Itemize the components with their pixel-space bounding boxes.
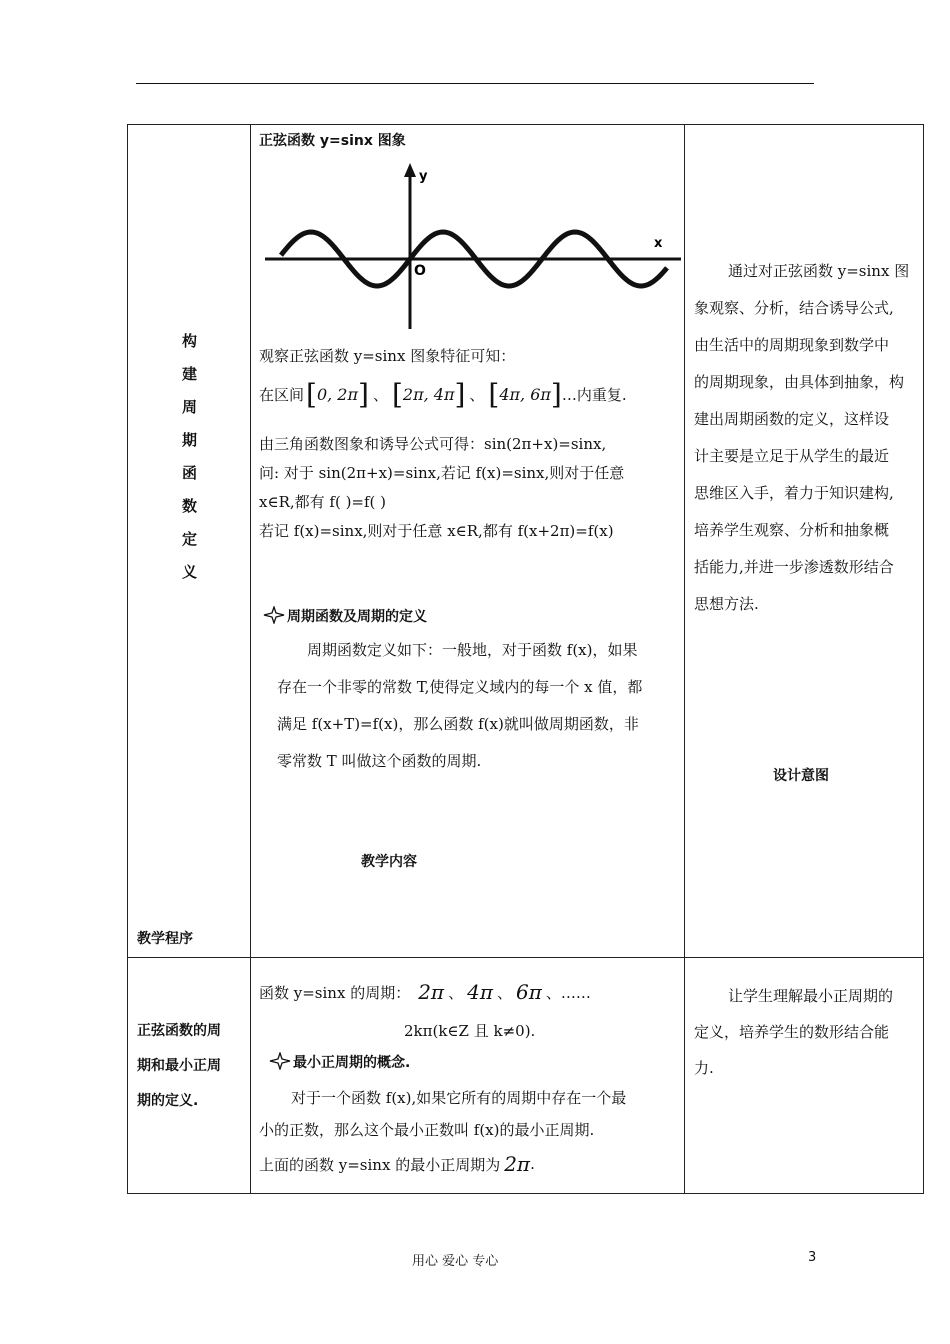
- table-row: [128, 125, 924, 958]
- intent-line: 定义，培养学生的数形结合能: [694, 1023, 890, 1041]
- column-label-intent: 设计意图: [773, 768, 829, 784]
- vertical-char: 义: [182, 563, 198, 581]
- interval-item: [0, 2π]: [306, 377, 369, 411]
- vertical-char: 建: [182, 365, 198, 383]
- y-axis-arrow-icon: [404, 163, 416, 177]
- vertical-char: 定: [182, 530, 198, 548]
- intent-line: 思维区入手，着力于知识建构,: [694, 484, 894, 502]
- star-icon: [263, 606, 285, 624]
- interval-prefix: 在区间: [259, 385, 305, 404]
- period-value: 6π: [515, 980, 542, 1004]
- vertical-char: 数: [182, 497, 198, 515]
- induction-line: x∈R,都有 f( )=f( ): [259, 493, 387, 511]
- intent-line: 让学生理解最小正周期的: [728, 987, 894, 1005]
- column-label-procedure: 教学程序: [137, 931, 193, 947]
- definition-line: 满足 f(x+T)=f(x)，那么函数 f(x)就叫做周期函数，非: [277, 715, 639, 733]
- induction-line: 问: 对于 sin(2π+x)=sinx,若记 f(x)=sinx,则对于任意: [259, 464, 625, 482]
- origin-label: O: [414, 263, 426, 279]
- induction-line: 由三角函数图象和诱导公式可得：sin(2π+x)=sinx,: [259, 435, 607, 453]
- general-period-line: 2kπ(k∈Z 且 k≠0).: [404, 1022, 536, 1040]
- min-def-line: 对于一个函数 f(x),如果它所有的周期中存在一个最: [291, 1089, 627, 1107]
- vertical-char: 期: [182, 431, 198, 449]
- star-icon: [269, 1052, 291, 1070]
- min-def-line: 小的正数，那么这个最小正数叫 f(x)的最小正周期.: [259, 1121, 595, 1139]
- interval-item: [2π, 4π]: [391, 377, 466, 411]
- vertical-char: 构: [182, 332, 198, 350]
- min-period-definition: [259, 1082, 679, 1146]
- intent-line: 通过对正弦函数 y=sinx 图: [728, 262, 910, 280]
- row1-col3: [685, 125, 924, 958]
- vertical-char: 函: [182, 464, 198, 482]
- sine-graph: [257, 161, 687, 331]
- intent-line: 计主要是立足于从学生的最近: [694, 447, 890, 465]
- row1-col2: [251, 125, 685, 958]
- intent-line: 的周期现象，由具体到抽象，构: [694, 373, 905, 391]
- observe-line: 观察正弦函数 y=sinx 图象特征可知：: [259, 347, 516, 365]
- interval-suffix: …内重复.: [561, 385, 627, 404]
- x-label: x: [654, 236, 663, 251]
- table-row: [128, 958, 924, 1194]
- row2-col3: [685, 958, 924, 1194]
- min-period-value: 2π: [504, 1152, 531, 1176]
- period-line: 函数 y=sinx 的周期： 2π 、 4π 、 6π 、……: [259, 980, 591, 1004]
- footer-motto: 用心 爱心 专心: [412, 1254, 499, 1269]
- intent-line: 思想方法.: [694, 595, 759, 613]
- design-intent-text: [694, 253, 920, 623]
- lesson-table: [127, 124, 924, 1194]
- intent-line: 力.: [694, 1059, 714, 1077]
- intent-line: 由生活中的周期现象到数学中: [694, 336, 890, 354]
- min-period-heading: 最小正周期的概念.: [269, 1052, 410, 1072]
- period-value: 4π: [467, 980, 493, 1004]
- definition-line: 周期函数定义如下：一般地，对于函数 f(x)，如果: [307, 641, 638, 659]
- column-label-content: 教学内容: [361, 854, 417, 870]
- induction-block: [259, 430, 624, 546]
- period-value: 2π: [418, 980, 445, 1004]
- topic-label: [137, 1014, 247, 1119]
- definition-heading: 周期函数及周期的定义: [263, 606, 427, 626]
- definition-line: 存在一个非零的常数 T,使得定义域内的每一个 x 值，都: [277, 678, 643, 696]
- y-label: y: [419, 169, 428, 184]
- row2-intent-text: [694, 978, 920, 1086]
- row2-col2: [251, 958, 685, 1194]
- definition-line: 零常数 T 叫做这个函数的周期.: [277, 752, 482, 770]
- vertical-char: 周: [182, 398, 198, 416]
- min-period-result: 上面的函数 y=sinx 的最小正周期为 2π .: [259, 1152, 535, 1176]
- topic-line: 正弦函数的周: [137, 1023, 221, 1039]
- intent-line: 象观察、分析，结合诱导公式,: [694, 299, 894, 317]
- interval-item: [4π, 6π]: [488, 377, 562, 411]
- row2-col1: [128, 958, 251, 1194]
- definition-block: [277, 632, 677, 780]
- topic-line: 期和最小正周: [137, 1058, 221, 1074]
- header-rule: [136, 83, 814, 84]
- intent-line: 括能力,并进一步渗透数形结合: [694, 558, 894, 576]
- period-prefix: 函数 y=sinx 的周期：: [259, 983, 411, 1002]
- topic-line: 期的定义.: [137, 1093, 199, 1109]
- row1-col1: [128, 125, 251, 958]
- intent-line: 建出周期函数的定义，这样设: [694, 410, 890, 428]
- induction-line: 若记 f(x)=sinx,则对于任意 x∈R,都有 f(x+2π)=f(x): [259, 522, 614, 540]
- intent-line: 培养学生观察、分析和抽象概: [694, 521, 890, 539]
- interval-line: 在区间 [0, 2π] 、 [2π, 4π] 、 [4π, 6π] …内重复.: [259, 377, 627, 411]
- page-number: 3: [808, 1250, 817, 1265]
- graph-title: 正弦函数 y=sinx 图象: [259, 133, 406, 149]
